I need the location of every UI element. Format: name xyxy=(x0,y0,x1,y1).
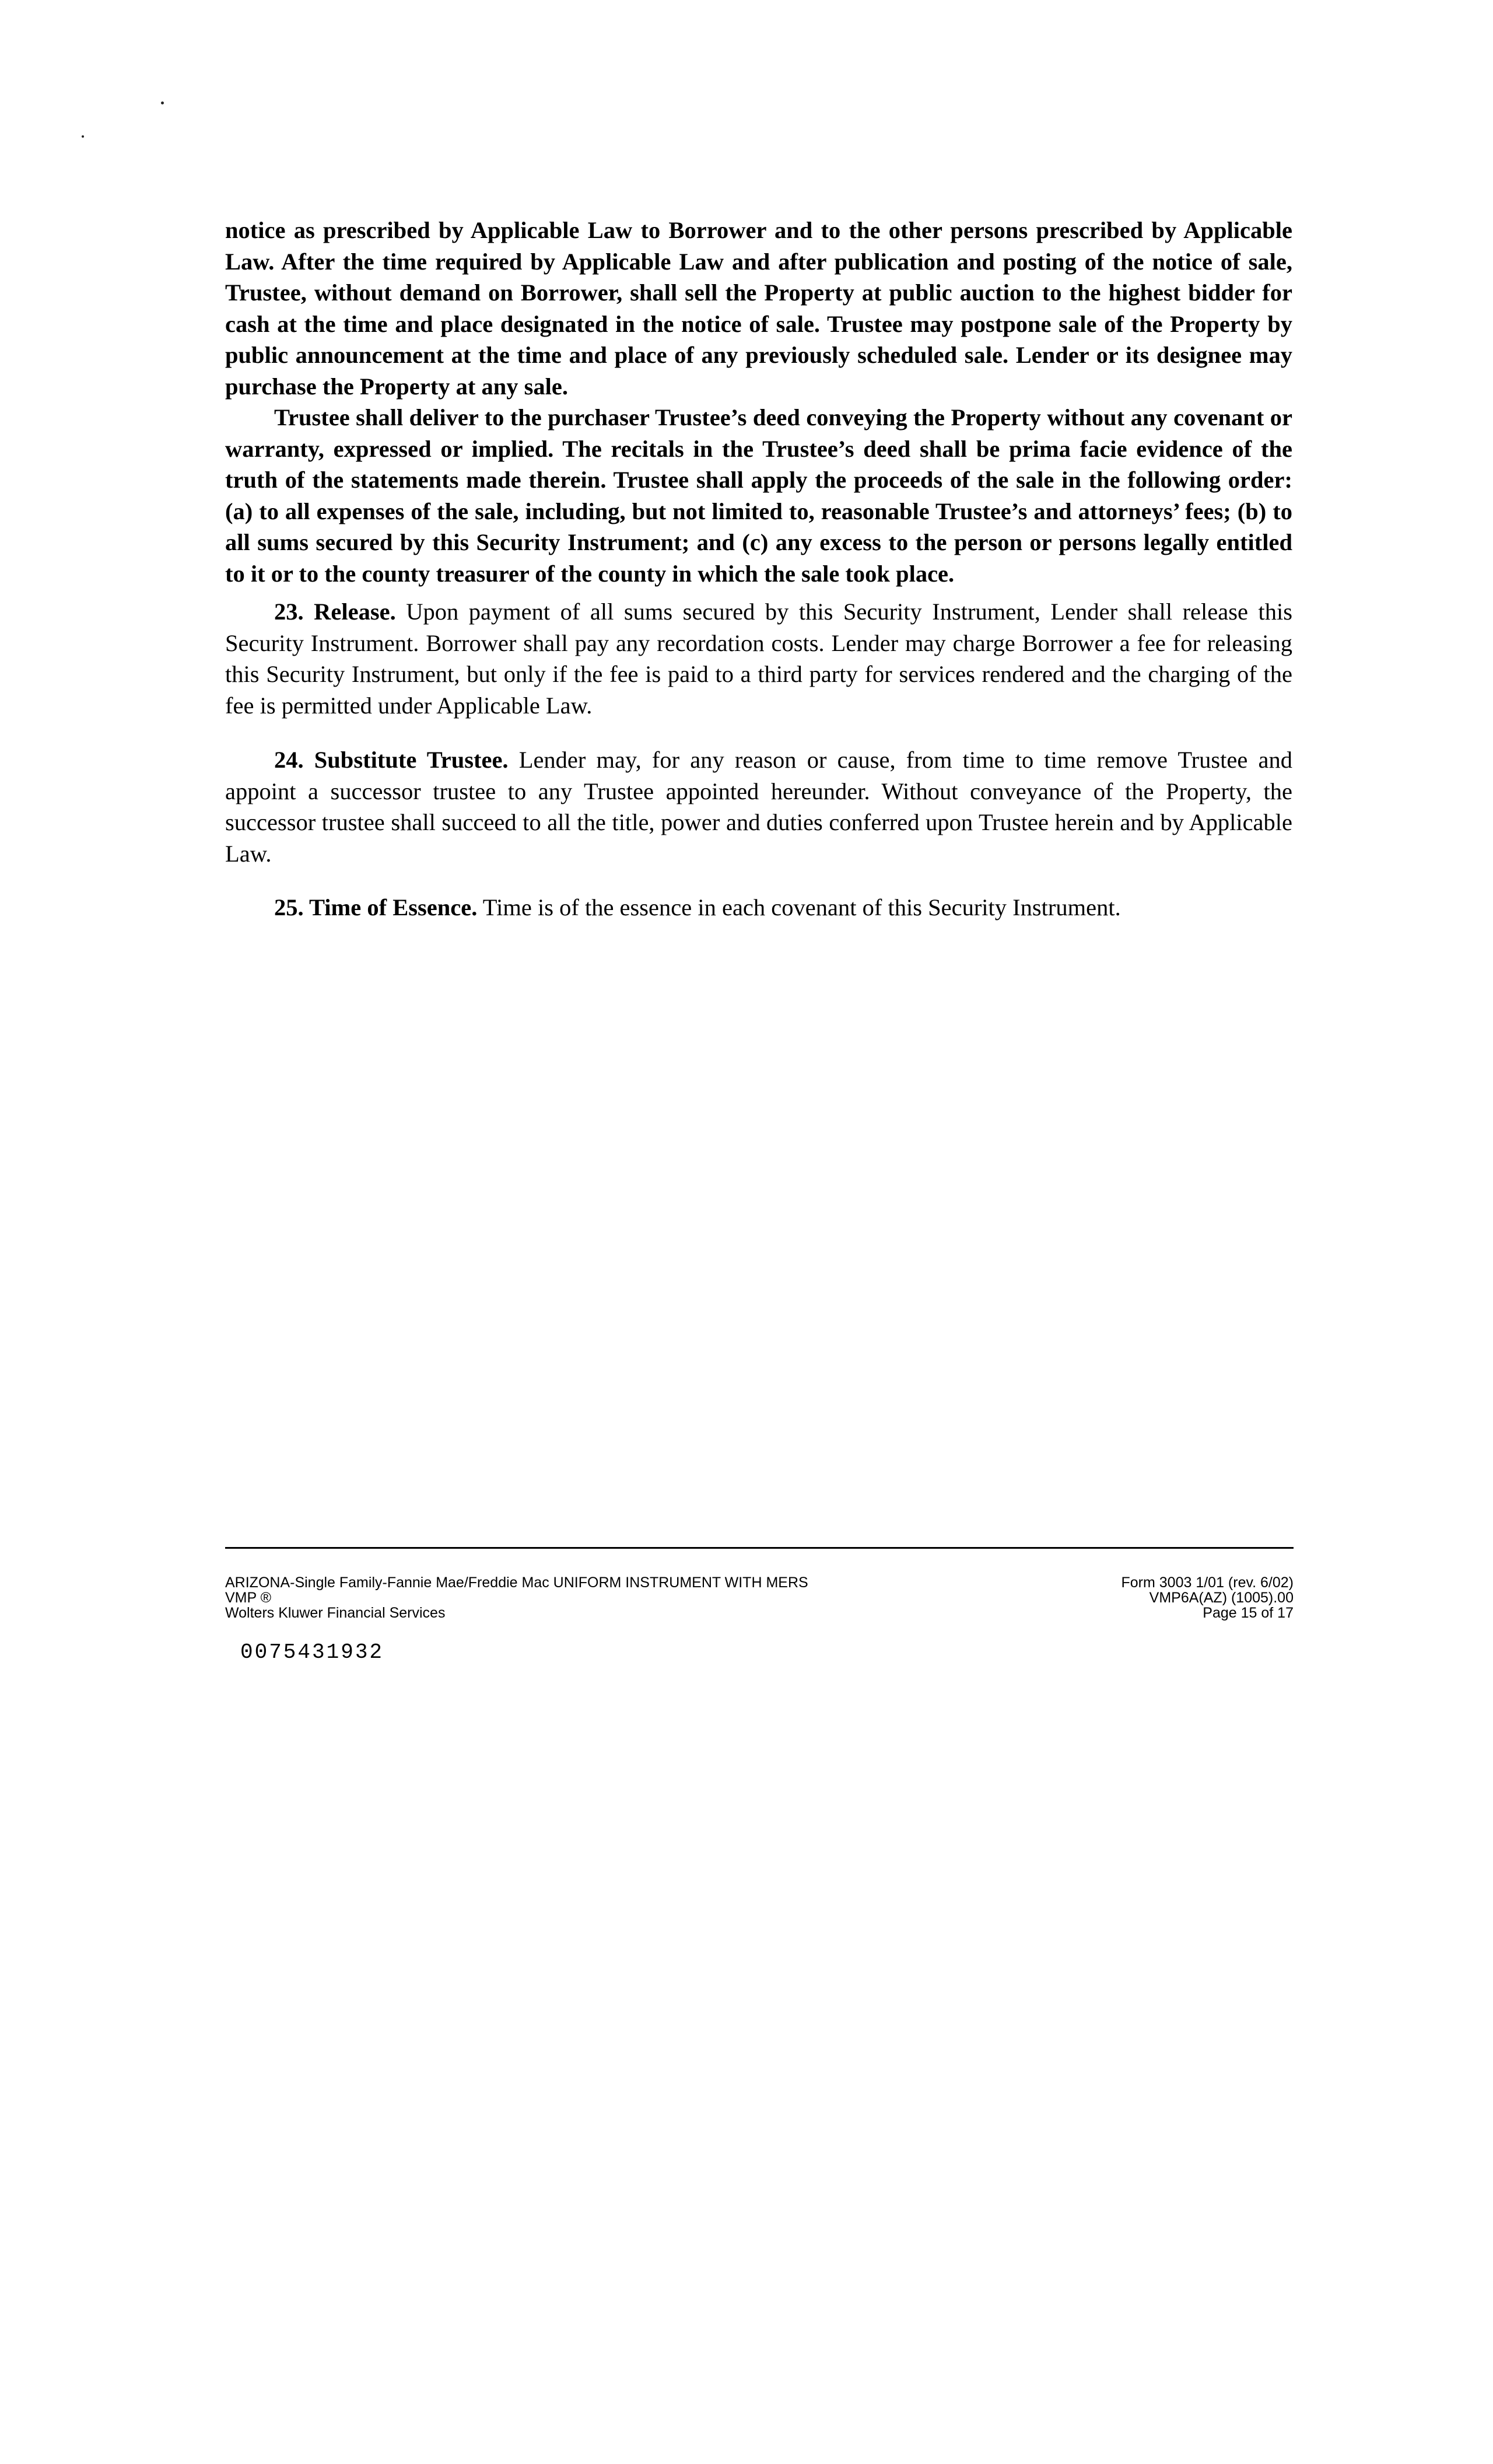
section-text: Upon payment of all sums secured by this Security Instrument, Lender shall release this Security Instrument. Borrower shall pay any recordation costs. Lender may charge Borrower a fee for releasing this Security Instrument, but only if the fee is paid to a third party for services rendered and the charging of the fee is permitted under Applicable Law. xyxy=(225,598,1292,719)
section-release xyxy=(225,596,1292,721)
section-heading: 23. Release. xyxy=(274,598,396,625)
paragraph-sale-notice xyxy=(225,215,1292,402)
section-text: Time is of the essence in each covenant of this Security Instrument. xyxy=(482,894,1121,921)
paragraph-trustee-deed xyxy=(225,402,1292,589)
footer-vmp-mark: VMP ® xyxy=(225,1590,272,1606)
footer-form-number: Form 3003 1/01 (rev. 6/02) xyxy=(1121,1574,1294,1591)
section-heading: 25. Time of Essence. xyxy=(274,894,478,921)
footer-vmp-code: VMP6A(AZ) (1005).00 xyxy=(1149,1590,1294,1606)
loan-number: 0075431932 xyxy=(240,1640,384,1664)
footer-page-number: Page 15 of 17 xyxy=(1203,1605,1294,1621)
section-substitute-trustee xyxy=(225,744,1292,869)
footer-form-title: ARIZONA-Single Family-Fannie Mae/Freddie Mac UNIFORM INSTRUMENT WITH MERS xyxy=(225,1574,808,1591)
footer-divider xyxy=(225,1547,1294,1549)
footer-right-block xyxy=(1121,1575,1294,1620)
footer-left-block xyxy=(225,1575,808,1620)
section-heading: 24. Substitute Trustee. xyxy=(274,747,509,773)
section-text: Lender may, for any reason or cause, from time to time remove Trustee and appoint a successor trustee to any Trustee appointed hereunder. Without conveyance of the Property, the successor trustee shall succeed to all the title, power and duties conferred upon Trustee herein and by Applicable Law. xyxy=(225,747,1292,867)
paragraph-text: notice as prescribed by Applicable Law to Borrower and to the other persons prescribed by Applicable Law. After the time required by Applicable Law and after publication and posting of the notice of sale, Trustee, without demand on Borrower, shall sell the Property at public auction to the highest bidder for cash at the time and place designated in the notice of sale. Trustee may postpone sale of the Property by public announcement at the time and place of any previously scheduled sale. Lender or its designee may purchase the Property at any sale. xyxy=(225,217,1292,400)
scan-speck xyxy=(82,135,84,138)
paragraph-text: Trustee shall deliver to the purchaser Trustee’s deed conveying the Property without any covenant or warranty, expressed or implied. The recitals in the Trustee’s deed shall be prima facie evidence of the truth of the statements made therein. Trustee shall apply the proceeds of the sale in the following order: (a) to all expenses of the sale, including, but not limited to, reasonable Trustee’s and attorneys’ fees; (b) to all sums secured by this Security Instrument; and (c) any excess to the person or persons legally entitled to it or to the county treasurer of the county in which the sale took place. xyxy=(225,404,1292,587)
footer-publisher: Wolters Kluwer Financial Services xyxy=(225,1605,446,1621)
section-time-of-essence xyxy=(225,892,1292,923)
scan-speck xyxy=(161,102,164,104)
